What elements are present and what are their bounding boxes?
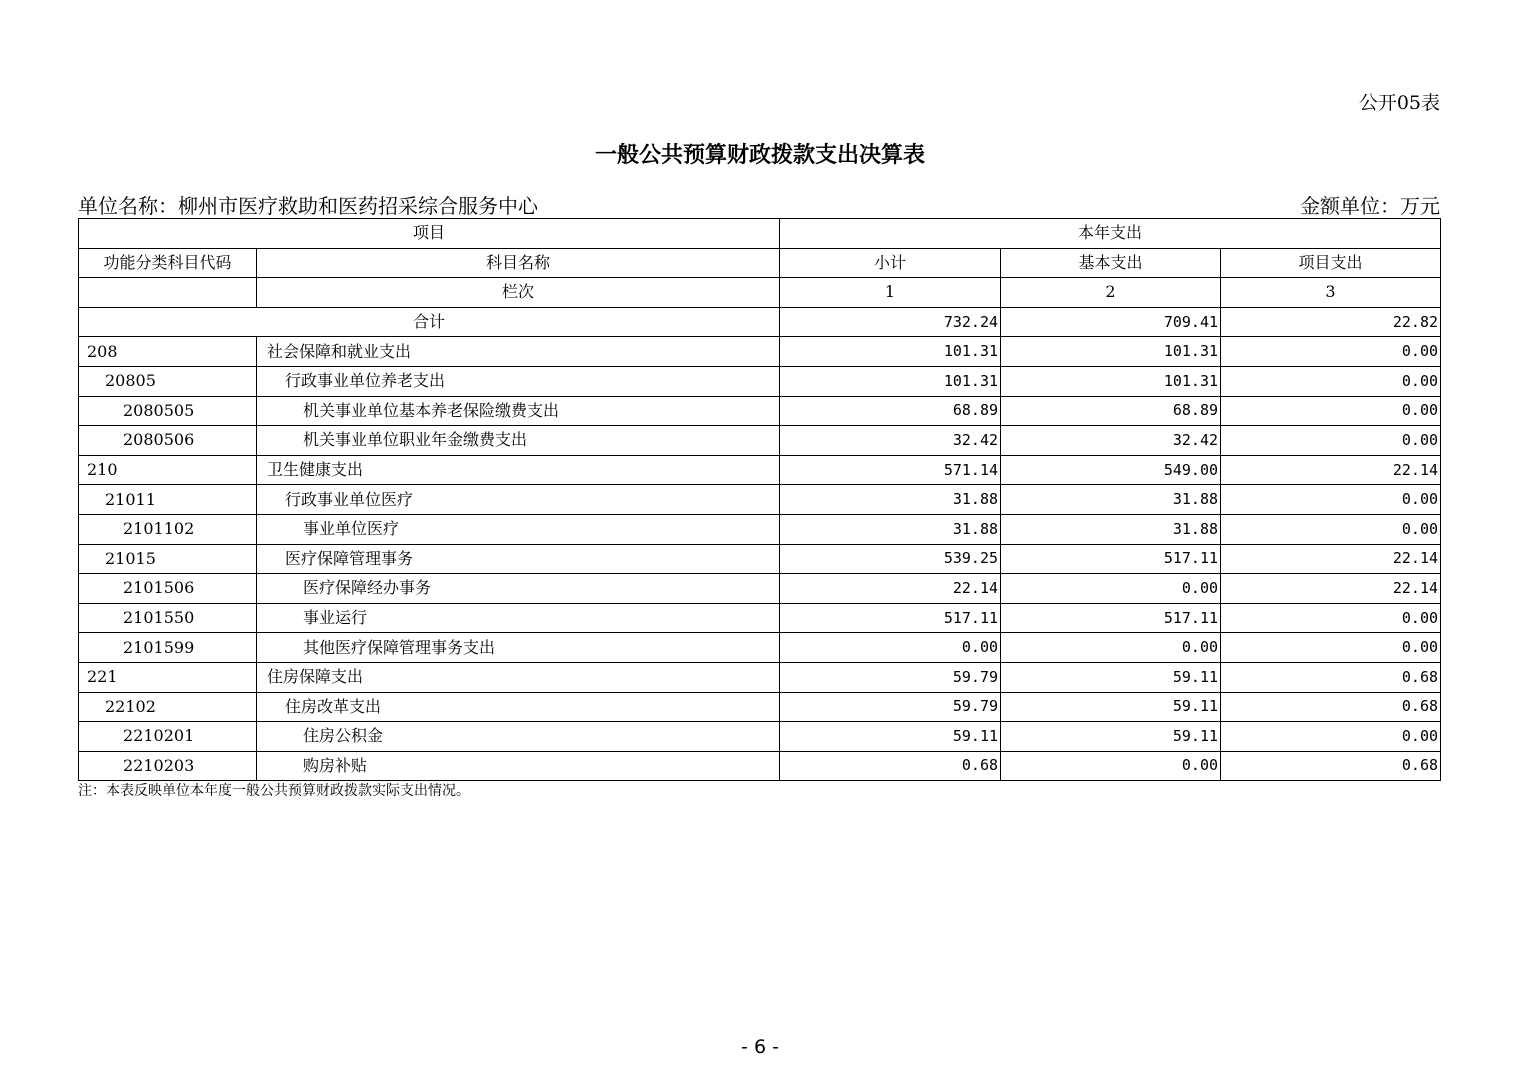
row-subject-name: 行政事业单位医疗 [257, 485, 780, 515]
row-basic: 59.11 [1001, 692, 1221, 722]
row-subject-name: 住房保障支出 [257, 662, 780, 692]
row-subject-name: 卫生健康支出 [257, 455, 780, 485]
row-project: 0.00 [1221, 603, 1441, 633]
page-number: - 6 - [741, 1036, 779, 1058]
row-project: 0.00 [1221, 337, 1441, 367]
row-subtotal: 59.79 [780, 662, 1001, 692]
row-basic: 68.89 [1001, 396, 1221, 426]
row-code: 21011 [79, 485, 257, 515]
row-subtotal: 59.11 [780, 722, 1001, 752]
table-row [79, 603, 1441, 633]
header-col2: 2 [1001, 278, 1221, 308]
row-subtotal: 31.88 [780, 485, 1001, 515]
header-subtotal: 小计 [780, 248, 1001, 278]
row-code: 221 [79, 662, 257, 692]
table-title: 一般公共预算财政拨款支出决算表 [594, 142, 925, 168]
row-project: 0.00 [1221, 485, 1441, 515]
table-row [79, 574, 1441, 604]
row-basic: 101.31 [1001, 337, 1221, 367]
header-col3: 3 [1221, 278, 1441, 308]
row-basic: 549.00 [1001, 455, 1221, 485]
row-basic: 59.11 [1001, 662, 1221, 692]
row-project: 0.00 [1221, 426, 1441, 456]
row-subject-name: 机关事业单位基本养老保险缴费支出 [257, 396, 780, 426]
table-row [79, 751, 1441, 781]
row-basic: 517.11 [1001, 544, 1221, 574]
table-row [79, 692, 1441, 722]
row-code: 2210203 [79, 751, 257, 781]
table-row [79, 396, 1441, 426]
row-code: 2101102 [79, 514, 257, 544]
header-row-1 [79, 219, 1441, 249]
table-row [79, 662, 1441, 692]
row-subject-name: 事业单位医疗 [257, 514, 780, 544]
row-subtotal: 101.31 [780, 337, 1001, 367]
row-basic: 0.00 [1001, 574, 1221, 604]
row-subtotal: 539.25 [780, 544, 1001, 574]
header-blank-cell [79, 278, 257, 308]
row-project: 0.68 [1221, 751, 1441, 781]
header-column-label: 栏次 [257, 278, 780, 308]
total-row [79, 307, 1441, 337]
row-code: 2210201 [79, 722, 257, 752]
header-col1: 1 [780, 278, 1001, 308]
row-subject-name: 住房公积金 [257, 722, 780, 752]
row-basic: 0.00 [1001, 633, 1221, 663]
row-subject-name: 住房改革支出 [257, 692, 780, 722]
form-number: 公开05表 [1358, 92, 1440, 114]
table-row [79, 366, 1441, 396]
row-code: 210 [79, 455, 257, 485]
row-project: 22.14 [1221, 544, 1441, 574]
header-row-2 [79, 248, 1441, 278]
row-basic: 101.31 [1001, 366, 1221, 396]
row-subtotal: 31.88 [780, 514, 1001, 544]
footnote: 注：本表反映单位本年度一般公共预算财政拨款实际支出情况。 [78, 783, 470, 799]
table-row [79, 485, 1441, 515]
row-code: 2080505 [79, 396, 257, 426]
row-subject-name: 社会保障和就业支出 [257, 337, 780, 367]
row-code: 2080506 [79, 426, 257, 456]
row-subject-name: 购房补贴 [257, 751, 780, 781]
row-project: 0.00 [1221, 396, 1441, 426]
row-project: 0.00 [1221, 366, 1441, 396]
amount-unit: 金额单位：万元 [1300, 194, 1440, 218]
row-subtotal: 571.14 [780, 455, 1001, 485]
total-project: 22.82 [1221, 307, 1441, 337]
table-row [79, 544, 1441, 574]
row-project: 0.00 [1221, 514, 1441, 544]
total-label: 合计 [79, 307, 780, 337]
header-basic: 基本支出 [1001, 248, 1221, 278]
unit-name: 单位名称：柳州市医疗救助和医药招采综合服务中心 [78, 194, 538, 218]
row-subject-name: 事业运行 [257, 603, 780, 633]
row-subject-name: 医疗保障经办事务 [257, 574, 780, 604]
row-basic: 517.11 [1001, 603, 1221, 633]
row-basic: 32.42 [1001, 426, 1221, 456]
row-code: 208 [79, 337, 257, 367]
row-subject-name: 机关事业单位职业年金缴费支出 [257, 426, 780, 456]
row-basic: 31.88 [1001, 485, 1221, 515]
header-project: 项目 [79, 219, 780, 249]
row-subtotal: 59.79 [780, 692, 1001, 722]
table-row [79, 722, 1441, 752]
total-basic: 709.41 [1001, 307, 1221, 337]
total-subtotal: 732.24 [780, 307, 1001, 337]
row-code: 2101599 [79, 633, 257, 663]
row-subtotal: 517.11 [780, 603, 1001, 633]
row-subject-name: 其他医疗保障管理事务支出 [257, 633, 780, 663]
header-project-exp: 项目支出 [1221, 248, 1441, 278]
header-code: 功能分类科目代码 [79, 248, 257, 278]
table-row [79, 426, 1441, 456]
row-project: 0.00 [1221, 633, 1441, 663]
row-code: 2101506 [79, 574, 257, 604]
row-basic: 31.88 [1001, 514, 1221, 544]
row-subject-name: 行政事业单位养老支出 [257, 366, 780, 396]
table-row [79, 337, 1441, 367]
row-code: 22102 [79, 692, 257, 722]
row-code: 20805 [79, 366, 257, 396]
row-code: 21015 [79, 544, 257, 574]
row-subtotal: 101.31 [780, 366, 1001, 396]
table-row [79, 514, 1441, 544]
expenditure-table [78, 218, 1441, 781]
row-subtotal: 68.89 [780, 396, 1001, 426]
row-code: 2101550 [79, 603, 257, 633]
row-subtotal: 32.42 [780, 426, 1001, 456]
header-current-year: 本年支出 [780, 219, 1441, 249]
row-project: 22.14 [1221, 574, 1441, 604]
row-project: 0.68 [1221, 692, 1441, 722]
row-subtotal: 0.68 [780, 751, 1001, 781]
row-basic: 59.11 [1001, 722, 1221, 752]
header-subject-name: 科目名称 [257, 248, 780, 278]
table-row [79, 455, 1441, 485]
row-project: 0.68 [1221, 662, 1441, 692]
row-subtotal: 0.00 [780, 633, 1001, 663]
row-subtotal: 22.14 [780, 574, 1001, 604]
table-row [79, 633, 1441, 663]
header-row-3 [79, 278, 1441, 308]
row-project: 0.00 [1221, 722, 1441, 752]
row-basic: 0.00 [1001, 751, 1221, 781]
row-project: 22.14 [1221, 455, 1441, 485]
row-subject-name: 医疗保障管理事务 [257, 544, 780, 574]
